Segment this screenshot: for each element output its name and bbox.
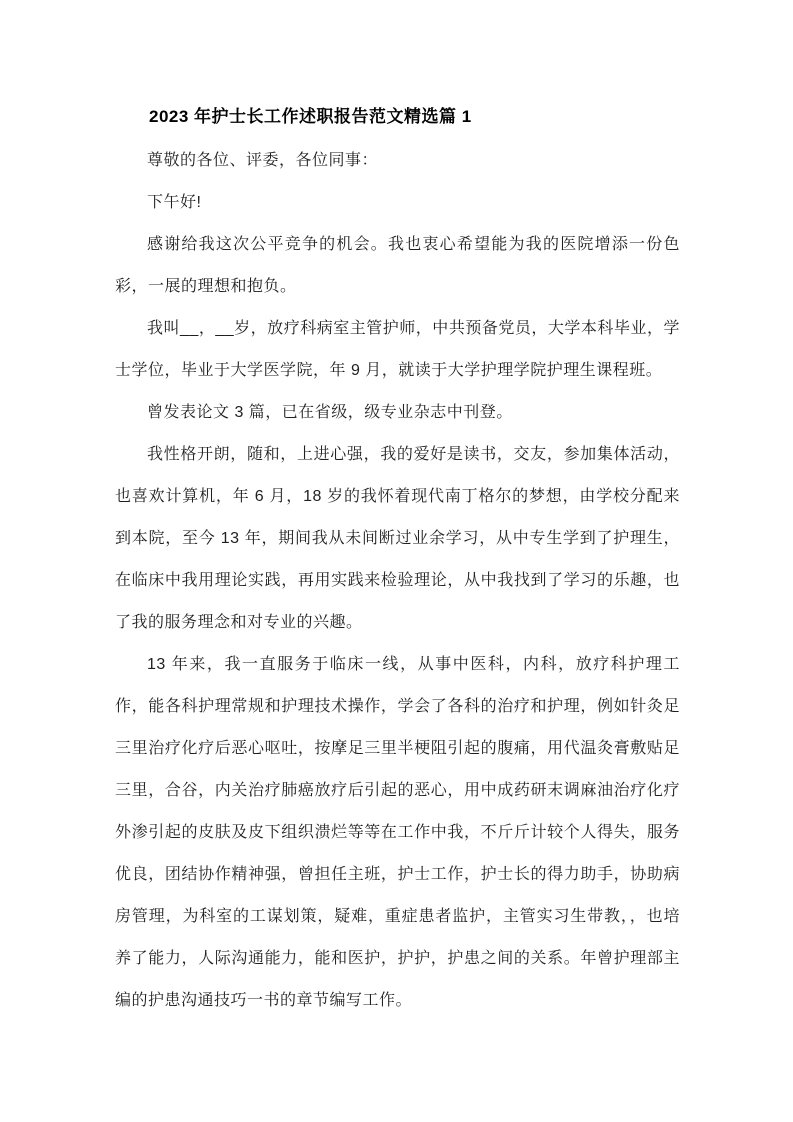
paragraph-thanks: 感谢给我这次公平竞争的机会。我也衷心希望能为我的医院增添一份色彩，一展的理想和抱负。 — [115, 236, 680, 295]
paragraph-personality: 我性格开朗，随和，上进心强，我的爱好是读书，交友，参加集体活动，也喜欢计算机，年 6 月，18 岁的我怀着现代南丁格尔的梦想，由学校分配来到本院，至今 13 年，期间我从未间断过业余学习，从中专生学到了护理生，在临床中我用理论实践，再用实践来检验理论，从中我找到了学习的乐趣，也了我的服务理念和对专业的兴趣。 — [115, 446, 680, 631]
paragraph-career-experience: 13 年来，我一直服务于临床一线，从事中医科，内科，放疗科护理工作，能各科护理常规和护理技术操作，学会了各科的治疗和护理，例如针灸足三里治疗化疗后恶心呕吐，按摩足三里半梗阻引起的腹痛，用代温灸膏敷贴足三里，合谷，内关治疗肺癌放疗后引起的恶心，用中成药研末调麻油治疗化疗外渗引起的皮肤及皮下组织溃烂等等在工作中我，不斤斤计较个人得失，服务优良，团结协作精神强，曾担任主班，护士工作，护士长的得力助手，协助病房管理，为科室的工谋划策，疑难，重症患者监护，主管实习生带教，，也培养了能力，人际沟通能力，能和医护，护护，护患之间的关系。年曾护理部主编的护患沟通技巧一书的章节编写工作。 — [115, 656, 680, 1009]
paragraph-salutation: 尊敬的各位、评委，各位同事： — [147, 152, 379, 169]
paragraph-publications: 曾发表论文 3 篇，已在省级，级专业杂志中刊登。 — [147, 404, 513, 421]
paragraph-self-introduction: 我叫__，__岁，放疗科病室主管护师，中共预备党员，大学本科毕业，学士学位，毕业于大学医学院，年 9 月，就读于大学护理学院护理生课程班。 — [115, 320, 680, 379]
paragraph-greeting: 下午好! — [147, 194, 202, 211]
document-title: 2023 年护士长工作述职报告范文精选篇 1 — [149, 107, 472, 126]
